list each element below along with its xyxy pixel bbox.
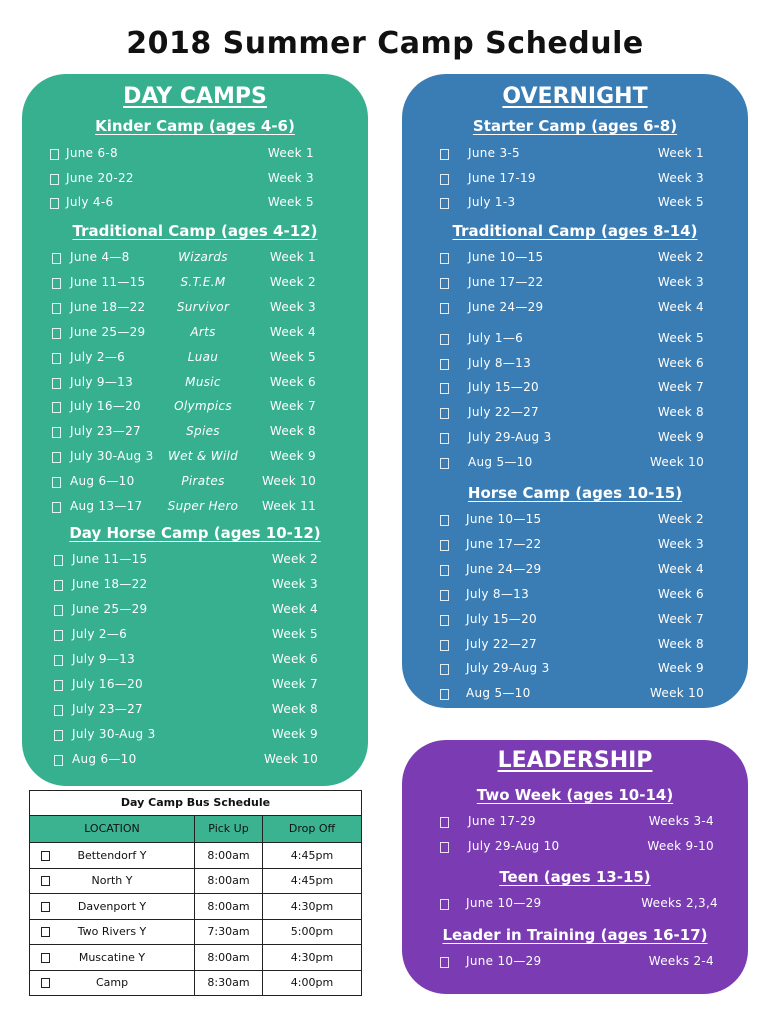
schedule-row	[402, 300, 748, 320]
schedule-row	[402, 430, 748, 450]
session-week: Week 8	[269, 424, 316, 438]
session-week: Weeks 2,3,4	[641, 896, 718, 910]
bus-location: Muscatine Y	[78, 950, 146, 964]
session-theme: Wet & Wild	[167, 449, 239, 463]
checkbox-icon[interactable]	[440, 899, 449, 910]
session-week: Week 9-10	[647, 839, 714, 853]
session-dates: June 17—22	[466, 537, 542, 551]
session-week: Week 1	[269, 250, 316, 264]
bus-dropoff-time: 4:45pm	[290, 849, 334, 862]
session-dates: July 23—27	[72, 702, 143, 716]
pickup-column-header: Pick Up	[208, 822, 249, 835]
session-dates: June 10—29	[466, 954, 542, 968]
session-week: Week 3	[657, 171, 704, 185]
checkbox-icon[interactable]	[440, 590, 449, 601]
checkbox-icon[interactable]	[440, 957, 449, 968]
schedule-row	[22, 325, 368, 345]
session-theme: Music	[185, 375, 221, 389]
checkbox-icon[interactable]	[54, 705, 63, 716]
dropoff-column-header: Drop Off	[288, 822, 336, 835]
schedule-row	[22, 250, 368, 270]
schedule-row	[402, 537, 748, 557]
schedule-row	[402, 250, 748, 270]
overnight-panel	[402, 74, 748, 708]
session-dates: July 15—20	[468, 380, 539, 394]
session-theme: S.T.E.M	[180, 275, 226, 289]
schedule-row	[22, 602, 368, 622]
session-week: Week 9	[657, 430, 704, 444]
schedule-row	[22, 652, 368, 672]
session-week: Week 7	[269, 399, 316, 413]
session-week: Week 5	[267, 195, 314, 209]
session-week: Week 4	[657, 300, 704, 314]
session-dates: June 17—22	[468, 275, 544, 289]
checkbox-icon[interactable]	[440, 149, 449, 160]
checkbox-icon[interactable]	[50, 174, 59, 185]
schedule-row	[22, 375, 368, 395]
schedule-row	[22, 577, 368, 597]
session-week: Week 7	[271, 677, 318, 691]
checkbox-icon[interactable]	[440, 817, 449, 828]
session-week: Week 9	[271, 727, 318, 741]
schedule-row	[402, 839, 748, 859]
schedule-row	[402, 356, 748, 376]
session-dates: July 2—6	[70, 350, 126, 364]
location-column-header: LOCATION	[84, 822, 140, 835]
schedule-row	[402, 587, 748, 607]
schedule-row	[22, 195, 368, 215]
schedule-row	[22, 449, 368, 469]
session-week: Week 9	[269, 449, 316, 463]
checkbox-icon[interactable]	[54, 580, 63, 591]
bus-pickup-time: 8:00am	[207, 849, 250, 862]
schedule-row	[22, 727, 368, 747]
session-dates: Aug 5—10	[466, 686, 531, 700]
session-dates: July 15—20	[466, 612, 537, 626]
schedule-row	[402, 380, 748, 400]
session-week: Week 3	[657, 275, 704, 289]
checkbox-icon[interactable]	[52, 253, 61, 264]
session-dates: Aug 13—17	[70, 499, 143, 513]
session-dates: July 16—20	[70, 399, 141, 413]
session-theme: Wizards	[178, 250, 228, 264]
day-horse-camp-heading: Day Horse Camp (ages 10-12)	[69, 524, 321, 542]
schedule-row	[402, 954, 748, 974]
checkbox-icon[interactable]	[440, 334, 449, 345]
session-dates: July 8—13	[466, 587, 529, 601]
schedule-row	[402, 612, 748, 632]
session-dates: July 30-Aug 3	[70, 449, 154, 463]
schedule-row	[402, 331, 748, 351]
bus-dropoff-time: 5:00pm	[290, 925, 334, 939]
leadership-heading: LEADERSHIP	[497, 748, 653, 773]
schedule-row	[22, 275, 368, 295]
session-dates: June 20-22	[66, 171, 134, 185]
session-week: Week 2	[269, 275, 316, 289]
checkbox-icon[interactable]	[440, 278, 449, 289]
checkbox-icon[interactable]	[54, 730, 63, 741]
checkbox-icon[interactable]	[440, 565, 449, 576]
schedule-row	[22, 300, 368, 320]
schedule-row	[402, 195, 748, 215]
checkbox-icon[interactable]	[440, 640, 449, 651]
session-week: Week 1	[267, 146, 314, 160]
session-week: Week 6	[657, 356, 704, 370]
checkbox-icon[interactable]	[54, 755, 63, 766]
session-week: Week 3	[657, 537, 704, 551]
table-row	[30, 945, 361, 971]
session-week: Weeks 2-4	[648, 954, 714, 968]
checkbox-icon[interactable]	[54, 605, 63, 616]
checkbox-icon[interactable]	[52, 378, 61, 389]
bus-pickup-time: 8:00am	[207, 874, 250, 888]
session-dates: Aug 6—10	[72, 752, 137, 766]
day-traditional-camp-heading: Traditional Camp (ages 4-12)	[72, 222, 318, 240]
session-week: Week 10	[649, 455, 704, 469]
bus-dropoff-time: 4:45pm	[290, 874, 334, 888]
checkbox-icon[interactable]	[52, 303, 61, 314]
session-dates: July 9—13	[72, 652, 135, 666]
overnight-heading: OVERNIGHT	[502, 84, 648, 109]
checkbox-icon[interactable]	[440, 433, 449, 444]
checkbox-icon[interactable]	[440, 615, 449, 626]
session-dates: July 29-Aug 10	[468, 839, 560, 853]
session-week: Week 10	[261, 474, 316, 488]
checkbox-icon[interactable]	[440, 689, 449, 700]
table-row	[30, 919, 361, 945]
session-theme: Luau	[187, 350, 219, 364]
checkbox-icon[interactable]	[440, 359, 449, 370]
session-dates: July 16—20	[72, 677, 143, 691]
schedule-row	[402, 562, 748, 582]
kinder-camp-heading: Kinder Camp (ages 4-6)	[95, 117, 295, 135]
session-week: Week 6	[269, 375, 316, 389]
session-dates: July 30-Aug 3	[72, 727, 156, 741]
session-dates: June 3-5	[468, 146, 520, 160]
schedule-row	[402, 896, 748, 916]
session-week: Week 5	[657, 331, 704, 345]
session-dates: July 8—13	[468, 356, 531, 370]
schedule-row	[402, 275, 748, 295]
session-dates: June 24—29	[466, 562, 542, 576]
bus-location: Davenport Y	[77, 899, 147, 913]
checkbox-icon[interactable]	[440, 198, 449, 209]
bus-dropoff-time: 4:00pm	[290, 976, 334, 989]
checkbox-icon[interactable]	[52, 402, 61, 413]
session-week: Week 2	[271, 552, 318, 566]
session-dates: June 18—22	[70, 300, 146, 314]
day-camps-heading: DAY CAMPS	[123, 84, 267, 109]
table-row	[30, 970, 361, 995]
schedule-row	[402, 146, 748, 166]
schedule-row	[402, 171, 748, 191]
session-dates: June 10—29	[466, 896, 542, 910]
bus-pickup-time: 8:00am	[207, 950, 250, 964]
session-week: Week 5	[269, 350, 316, 364]
schedule-row	[22, 146, 368, 166]
schedule-row	[22, 499, 368, 519]
table-row	[30, 894, 361, 920]
session-dates: July 1—6	[468, 331, 524, 345]
session-dates: June 17-19	[468, 171, 536, 185]
schedule-row	[402, 637, 748, 657]
session-week: Week 8	[657, 405, 704, 419]
checkbox-icon[interactable]	[440, 253, 449, 264]
session-week: Week 8	[271, 702, 318, 716]
schedule-row	[22, 350, 368, 370]
session-dates: June 4—8	[70, 250, 130, 264]
bus-schedule-table	[29, 790, 362, 996]
session-dates: July 2—6	[72, 627, 128, 641]
schedule-row	[22, 424, 368, 444]
schedule-row	[402, 455, 748, 475]
session-week: Week 2	[657, 512, 704, 526]
checkbox-icon[interactable]	[440, 842, 449, 853]
session-week: Week 5	[657, 195, 704, 209]
session-week: Week 4	[269, 325, 316, 339]
session-week: Week 7	[657, 380, 704, 394]
schedule-row	[22, 627, 368, 647]
day-camps-panel	[22, 74, 368, 786]
checkbox-icon[interactable]	[440, 540, 449, 551]
session-week: Week 9	[657, 661, 704, 675]
session-week: Week 4	[271, 602, 318, 616]
session-dates: July 22—27	[466, 637, 537, 651]
bus-pickup-time: 8:30am	[207, 976, 250, 989]
session-theme: Super Hero	[167, 499, 239, 513]
session-dates: July 23—27	[70, 424, 141, 438]
session-dates: June 24—29	[468, 300, 544, 314]
session-dates: June 11—15	[70, 275, 146, 289]
schedule-row	[22, 702, 368, 722]
schedule-row	[402, 686, 748, 706]
schedule-row	[22, 474, 368, 494]
bus-location: Two Rivers Y	[77, 925, 147, 939]
checkbox-icon[interactable]	[440, 515, 449, 526]
schedule-row	[402, 405, 748, 425]
schedule-row	[402, 512, 748, 532]
session-week: Week 10	[263, 752, 318, 766]
session-dates: June 6-8	[66, 146, 118, 160]
checkbox-icon[interactable]	[440, 458, 449, 469]
session-dates: June 10—15	[466, 512, 542, 526]
teen-heading: Teen (ages 13-15)	[499, 868, 651, 886]
checkbox-icon[interactable]	[54, 680, 63, 691]
session-theme: Olympics	[174, 399, 232, 413]
overnight-traditional-camp-heading: Traditional Camp (ages 8-14)	[452, 222, 698, 240]
checkbox-icon[interactable]	[52, 278, 61, 289]
session-dates: July 1-3	[468, 195, 516, 209]
session-theme: Arts	[190, 325, 216, 339]
session-week: Week 11	[261, 499, 316, 513]
leader-in-training-heading: Leader in Training (ages 16-17)	[442, 926, 708, 944]
checkbox-icon[interactable]	[50, 198, 59, 209]
session-dates: June 11—15	[72, 552, 148, 566]
session-week: Week 6	[271, 652, 318, 666]
checkbox-icon[interactable]	[440, 408, 449, 419]
session-dates: June 25—29	[70, 325, 146, 339]
session-week: Week 1	[657, 146, 704, 160]
checkbox-icon[interactable]	[52, 427, 61, 438]
column-divider	[262, 816, 263, 995]
session-week: Week 2	[657, 250, 704, 264]
page-title: 2018 Summer Camp Schedule	[126, 26, 644, 61]
bus-pickup-time: 7:30am	[207, 925, 250, 939]
session-theme: Survivor	[176, 300, 230, 314]
checkbox-icon[interactable]	[440, 664, 449, 675]
session-dates: June 10—15	[468, 250, 544, 264]
checkbox-icon[interactable]	[52, 353, 61, 364]
session-theme: Spies	[186, 424, 220, 438]
bus-schedule-title: Day Camp Bus Schedule	[30, 791, 361, 816]
session-week: Week 3	[269, 300, 316, 314]
horse-camp-heading: Horse Camp (ages 10-15)	[467, 484, 683, 502]
checkbox-icon[interactable]	[54, 655, 63, 666]
session-dates: June 25—29	[72, 602, 148, 616]
session-week: Week 6	[657, 587, 704, 601]
session-dates: July 29-Aug 3	[466, 661, 550, 675]
checkbox-icon[interactable]	[440, 174, 449, 185]
session-week: Weeks 3-4	[648, 814, 714, 828]
checkbox-icon[interactable]	[52, 452, 61, 463]
session-dates: June 17-29	[468, 814, 536, 828]
checkbox-icon[interactable]	[52, 328, 61, 339]
session-week: Week 10	[649, 686, 704, 700]
checkbox-icon[interactable]	[440, 383, 449, 394]
column-divider	[194, 816, 195, 995]
schedule-row	[22, 171, 368, 191]
session-week: Week 3	[271, 577, 318, 591]
checkbox-icon[interactable]	[440, 303, 449, 314]
bus-schedule-header-row	[30, 816, 361, 843]
table-row	[30, 868, 361, 894]
starter-camp-heading: Starter Camp (ages 6-8)	[472, 117, 678, 135]
bus-location: Camp	[95, 976, 129, 989]
session-week: Week 4	[657, 562, 704, 576]
schedule-row	[402, 661, 748, 681]
schedule-row	[22, 552, 368, 572]
session-theme: Pirates	[181, 474, 225, 488]
checkbox-icon[interactable]	[54, 630, 63, 641]
session-dates: June 18—22	[72, 577, 148, 591]
checkbox-icon[interactable]	[52, 477, 61, 488]
schedule-row	[402, 814, 748, 834]
bus-pickup-time: 8:00am	[207, 899, 250, 913]
table-row	[30, 843, 361, 869]
two-week-heading: Two Week (ages 10-14)	[476, 786, 674, 804]
session-dates: July 9—13	[70, 375, 133, 389]
session-week: Week 3	[267, 171, 314, 185]
bus-dropoff-time: 4:30pm	[290, 899, 334, 913]
checkbox-icon[interactable]	[50, 149, 59, 160]
schedule-row	[22, 752, 368, 772]
session-week: Week 7	[657, 612, 704, 626]
session-dates: July 4-6	[66, 195, 114, 209]
schedule-row	[22, 399, 368, 419]
schedule-row	[22, 677, 368, 697]
bus-location: Bettendorf Y	[77, 849, 147, 862]
session-week: Week 8	[657, 637, 704, 651]
session-dates: July 29-Aug 3	[468, 430, 552, 444]
session-dates: July 22—27	[468, 405, 539, 419]
session-week: Week 5	[271, 627, 318, 641]
bus-location: North Y	[91, 874, 133, 888]
bus-dropoff-time: 4:30pm	[290, 950, 334, 964]
checkbox-icon[interactable]	[52, 502, 61, 513]
leadership-panel	[402, 740, 748, 994]
session-dates: Aug 6—10	[70, 474, 135, 488]
session-dates: Aug 5—10	[468, 455, 533, 469]
checkbox-icon[interactable]	[54, 555, 63, 566]
